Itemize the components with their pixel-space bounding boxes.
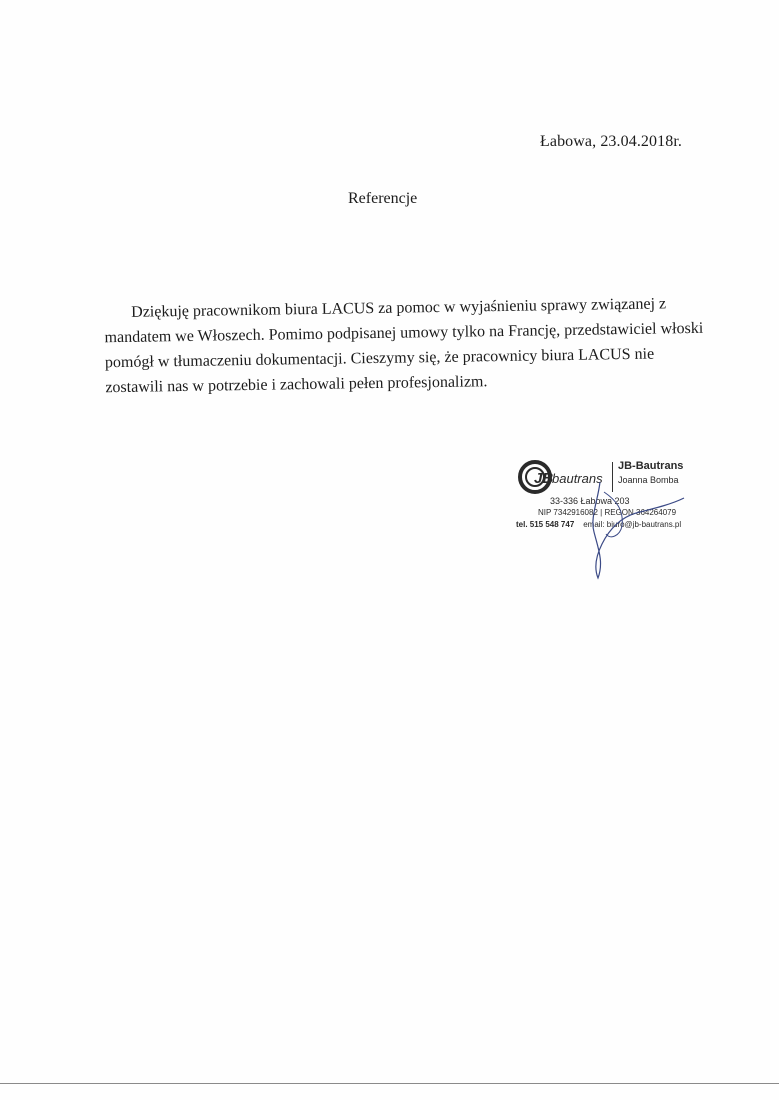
stamp-regon: REGON 364264079 <box>604 508 677 517</box>
stamp-company-name: JB-Bautrans <box>618 460 684 472</box>
date-line: Łabowa, 23.04.2018r. <box>540 133 682 150</box>
stamp-nip: NIP 7342916082 <box>538 508 598 517</box>
page-bottom-rule <box>0 1083 779 1084</box>
stamp-email: email: biuro@jb-bautrans.pl <box>583 520 682 529</box>
letter-body <box>104 291 704 400</box>
handwritten-signature <box>560 470 690 585</box>
stamp-owner-name: Joanna Bomba <box>618 475 679 485</box>
stamp-address: 33-336 Łabowa 203 <box>550 496 630 506</box>
body-line-4: zostawili nas w potrzebie i zachowali pełen profesjonalizm. <box>105 373 488 397</box>
svg-text:JB: JB <box>534 470 554 487</box>
stamp-phone: tel. 515 548 747 <box>516 520 575 529</box>
svg-text:bautrans: bautrans <box>552 471 603 486</box>
document-title: Referencje <box>348 190 418 207</box>
body-line-3: pomógł w tłumaczeniu dokumentacji. Cieszymy się, że pracownicy biura LACUS nie <box>104 345 655 372</box>
stamp-separator: | <box>600 508 605 517</box>
body-line-2: mandatem we Włoszech. Pomimo podpisanej umowy tylko na Francję, przedstawiciel włoski <box>104 319 704 347</box>
body-line-1: Dziękuję pracownikom biura LACUS za pomoc w wyjaśnieniu sprawy związanej z <box>131 295 667 321</box>
